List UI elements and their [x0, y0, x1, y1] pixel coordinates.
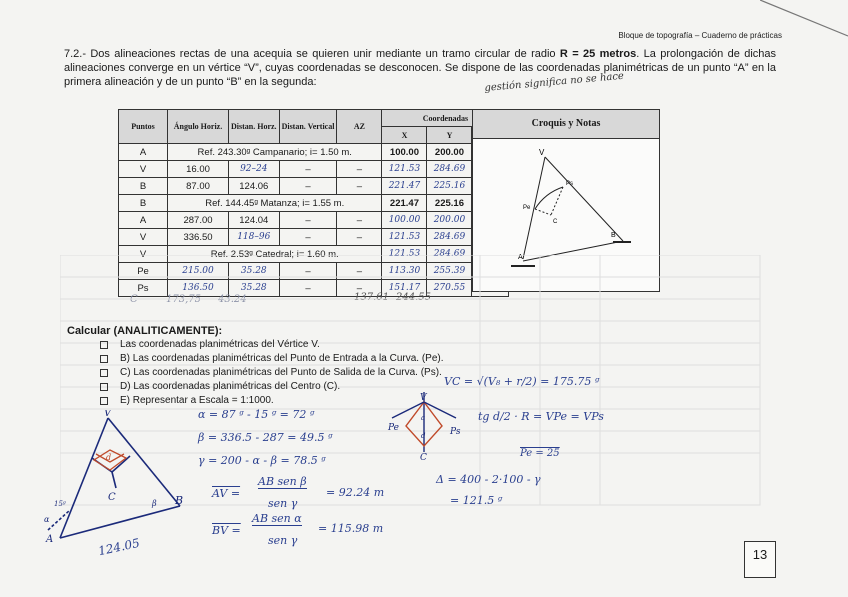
tri-label-v: V [104, 410, 112, 419]
kite-label-v: V [420, 393, 427, 403]
kite-label-c: C [420, 453, 427, 462]
table-row: Pe 215.00 35.28 – – 113.30 255.39 [119, 263, 509, 280]
page-number: 13 [744, 541, 776, 578]
table-row: V Ref. 2.53ᵍ Catedral; i= 1.60 m. 121.53 284.69 [119, 246, 509, 263]
hw-av-den: sen γ [268, 497, 298, 510]
sketch-label-v: V [539, 148, 545, 157]
hw-bv-res: = 115.98 m [318, 522, 384, 535]
tri-label-c: C [108, 492, 116, 503]
hw-tg: tg d/2 · R = VPe = VPs [478, 410, 604, 423]
handwritten-annotation: gestión significa no se hace [484, 70, 625, 94]
col-az: AZ [337, 110, 382, 144]
kite-sketch [382, 390, 472, 462]
tri-label-a: A [46, 534, 54, 545]
kite-label-pe: Pe [388, 423, 399, 433]
hw-beta: β = 336.5 - 287 = 49.5 ᵍ [198, 431, 333, 444]
hw-alpha: α = 87 ᵍ - 15 ᵍ = 72 ᵍ [198, 408, 315, 421]
table-row: V 336.50 118–96 – – 121.53 284.69 [119, 229, 509, 246]
hw-bv-den: sen γ [268, 534, 298, 547]
sketch-label-a: A [518, 254, 523, 261]
col-angulo: Ángulo Horiz. [168, 110, 229, 144]
problem-statement: 7.2.- Dos alineaciones rectas de una acequia se quieren unir mediante un tramo circular de radio R = 25 metros. La prolongación de dichas alineaciones converge en un vértice “V”, cuyas coordenadas se desconocen. Se dispone de las coordenadas planimétricas de un punto “A” en la primera alineación y de un punto “B” en la segunda: [64, 48, 777, 88]
kite-label-d: d [421, 432, 426, 440]
page-header: Bloque de topografía – Cuaderno de prácticas [618, 31, 782, 40]
kite-label-a: a [421, 414, 426, 422]
hw-bv-lhs: BV = [212, 524, 241, 537]
tri-label-15: 15ᵍ [54, 500, 66, 508]
hw-gamma: γ = 200 - α - β = 78.5 ᵍ [198, 454, 326, 467]
checkbox-icon [100, 383, 108, 391]
hw-av-res: = 92.24 m [326, 486, 385, 499]
list-item: E) Representar a Escala = 1:1000. [100, 394, 444, 408]
table-row: A Ref. 243.30ᵍ Campanario; i= 1.50 m. 100.00 200.00 [119, 144, 509, 161]
col-dist-vert: Distan. Vertical [279, 110, 337, 144]
col-puntos: Puntos [119, 110, 168, 144]
checkbox-icon [100, 341, 108, 349]
hw-pe: Pe = 25 [520, 448, 560, 459]
kite-label-ps: Ps [450, 427, 461, 437]
hw-av-lhs: AV = [212, 487, 241, 500]
extra-row-c: C 173,75 43.24 [130, 294, 247, 305]
extra-row-c-coords: 137.61 244.55 [354, 292, 431, 303]
hw-vc: VC = √(V₈ + r/2) = 175.75 ᵍ [444, 375, 600, 388]
hw-bv-num: AB sen α [252, 512, 302, 525]
tri-label-b: B [175, 494, 184, 507]
table-row: Ps 136.50 35.28 – – 151.17 270.55 [119, 280, 509, 297]
table-row: B Ref. 144.45ᵍ Matanza; i= 1.55 m. 221.47 225.16 [119, 195, 509, 212]
col-x: X [382, 127, 427, 144]
list-item: B) Las coordenadas planimétricas del Punto de Entrada a la Curva. (Pe). [100, 352, 444, 366]
croquis-title: Croquis y Notas [473, 110, 659, 139]
hw-av-num: AB sen β [258, 475, 307, 488]
col-dist-horz: Distan. Horz. [229, 110, 280, 144]
triangle-sketch [30, 410, 200, 560]
hw-delta-res: = 121.5 ᵍ [450, 494, 503, 507]
radius-value: R = 25 metros [559, 48, 637, 60]
list-item: Las coordenadas planimétricas del Vértice V. [100, 338, 444, 352]
calc-title: Calcular (ANALITICAMENTE): [67, 325, 223, 337]
checkbox-icon [100, 369, 108, 377]
tri-label-alpha: α [44, 515, 50, 524]
checkbox-icon [100, 397, 108, 405]
col-coordenadas: Coordenadas [382, 110, 509, 127]
tri-label-beta: β [152, 499, 157, 508]
tri-label-d: d [106, 453, 112, 462]
table-row: A 287.00 124.04 – – 100.00 200.00 [119, 212, 509, 229]
table-row: V 16.00 92–24 – – 121.53 284.69 [119, 161, 509, 178]
sketch-label-pe: Pe [523, 205, 531, 211]
sketch-label-c: C [553, 219, 558, 225]
hw-delta: Δ = 400 - 2·100 - γ [436, 473, 541, 486]
checkbox-icon [100, 355, 108, 363]
sketch-label-ps: Ps [566, 181, 574, 187]
sketch-label-b: B [611, 232, 616, 239]
dist-ab: 124.05 [97, 535, 141, 559]
list-item: D) Las coordenadas planimétricas del Centro (C). [100, 380, 444, 394]
table-row: B 87.00 124.06 – – 221.47 225.16 [119, 178, 509, 195]
col-y: Y [427, 127, 472, 144]
list-item: C) Las coordenadas planimétricas del Punto de Salida de la Curva. (Ps). [100, 366, 444, 380]
